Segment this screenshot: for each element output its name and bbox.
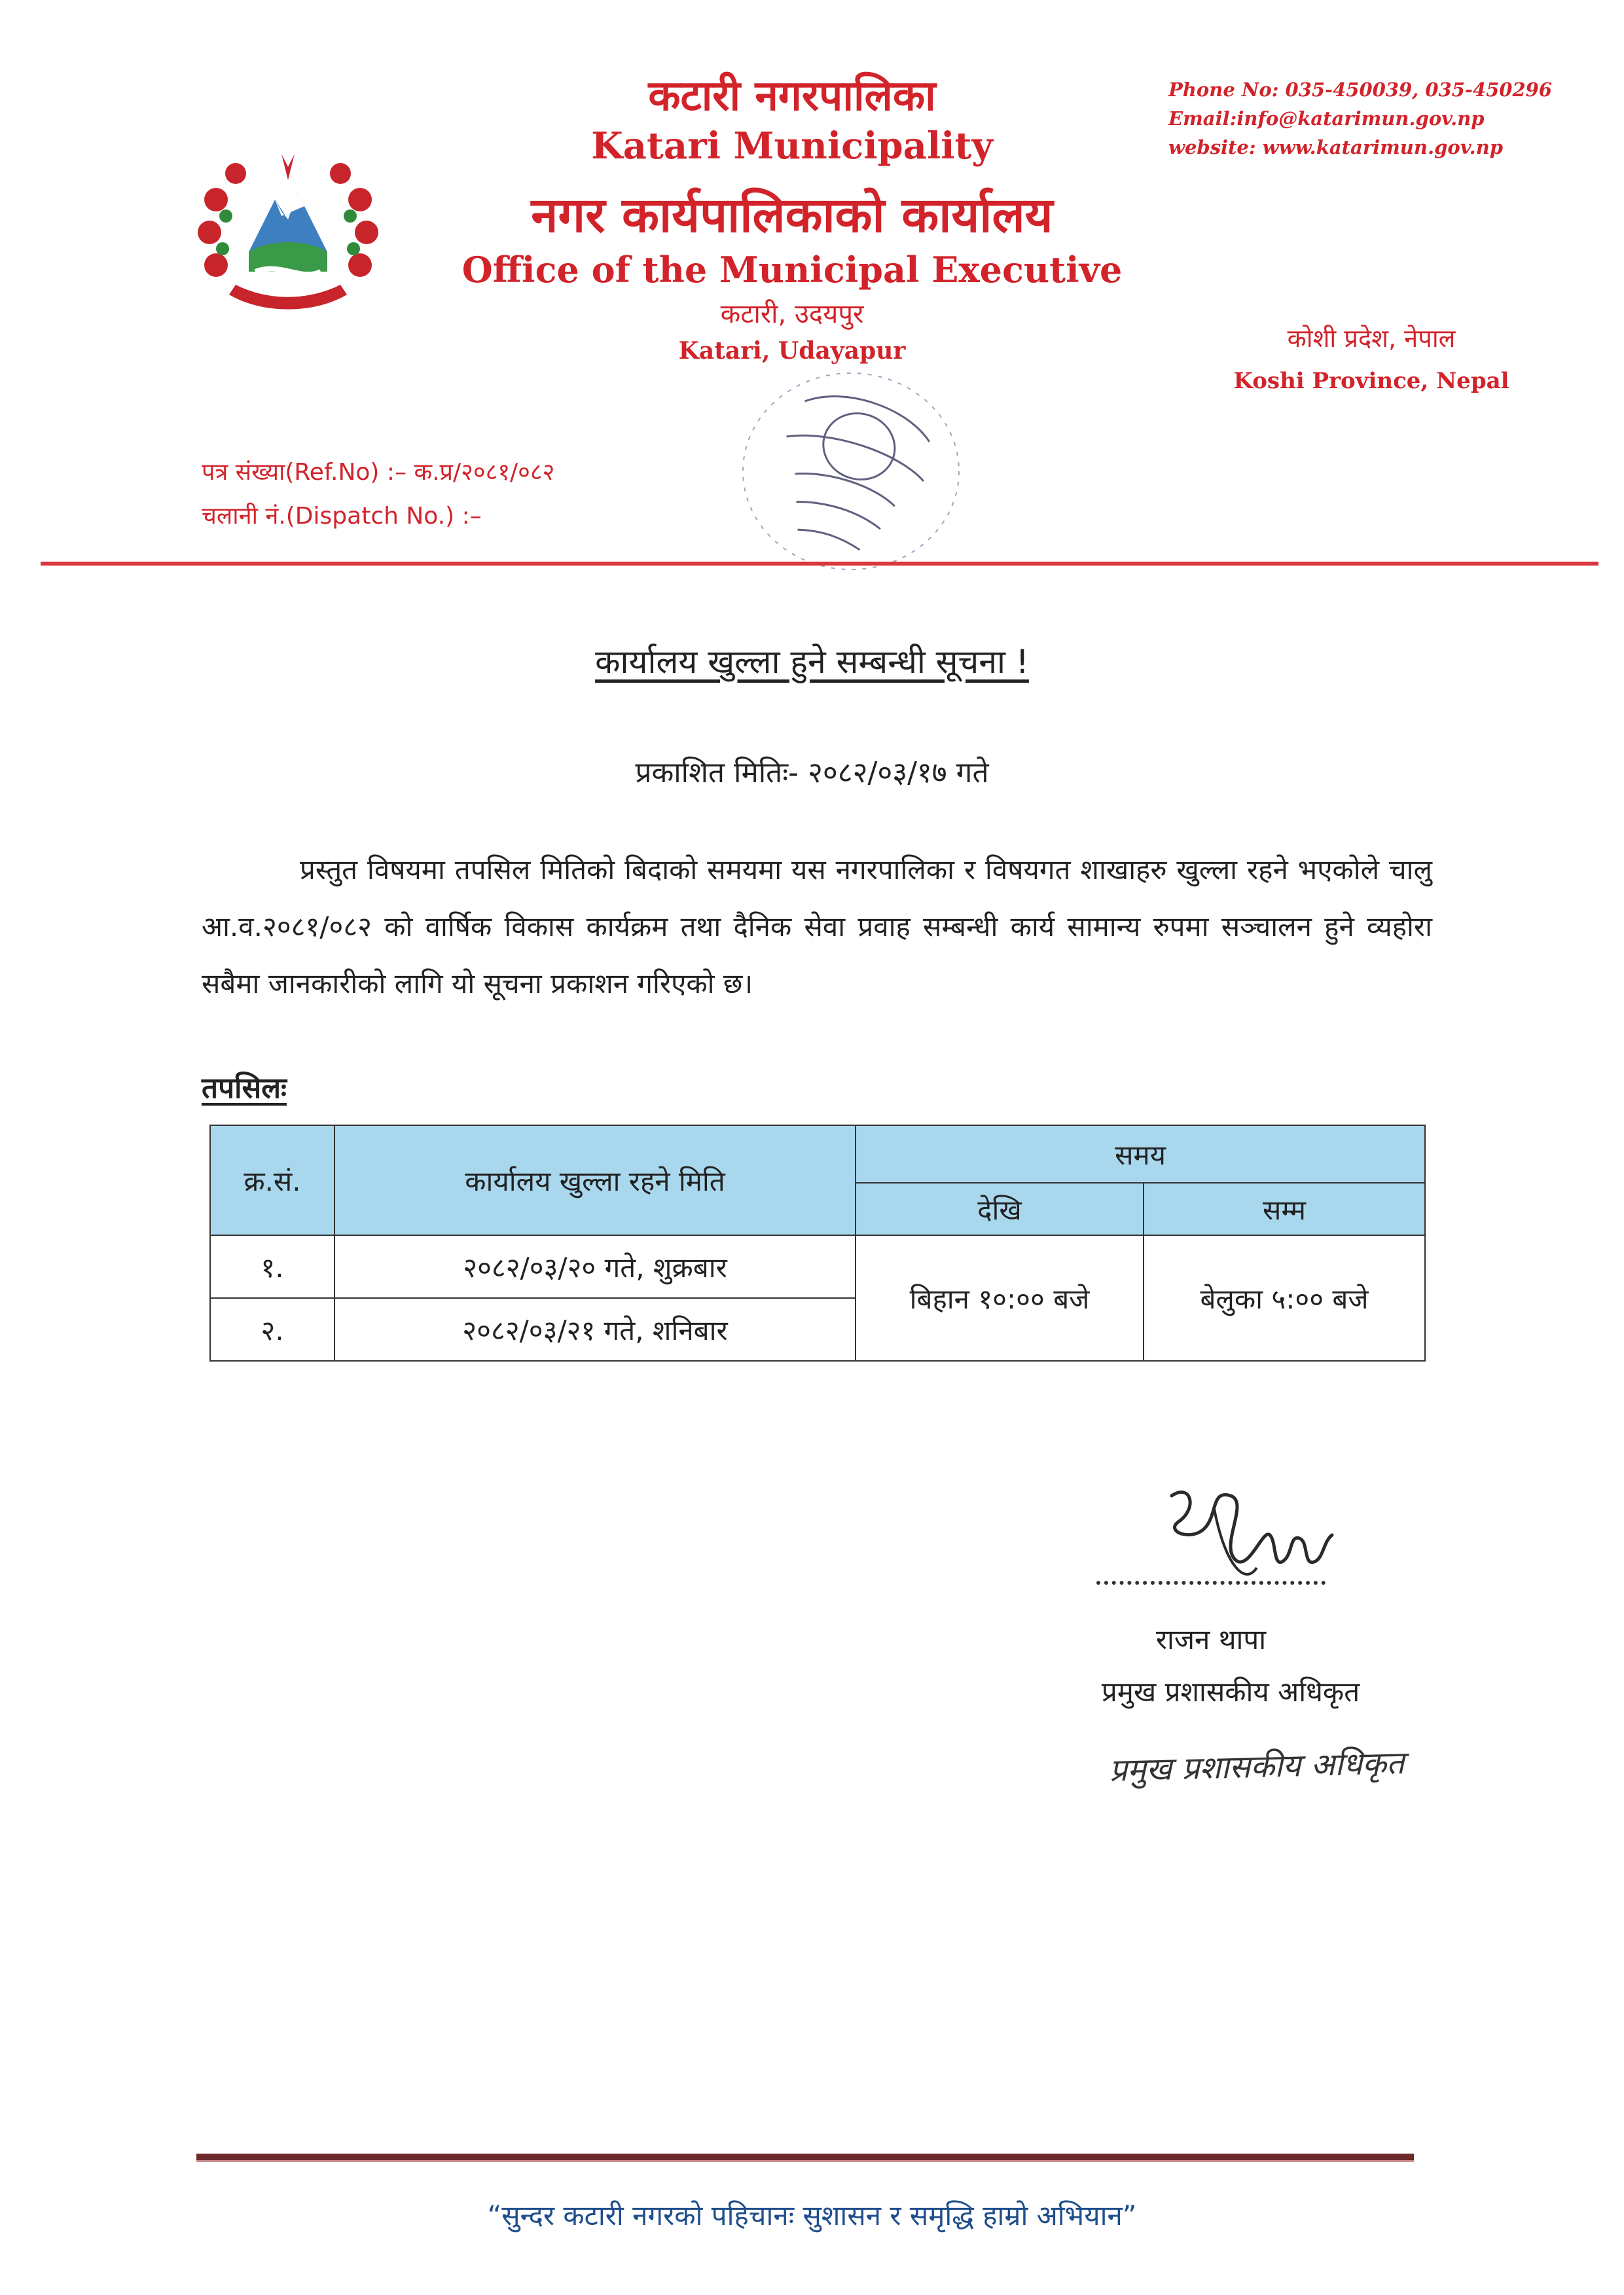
to-time: बेलुका ५:०० बजे [1144, 1235, 1425, 1361]
nepal-emblem-icon [190, 141, 386, 324]
footer-slogan: “सुन्दर कटारी नगरको पहिचानः सुशासन र समृद्धि हाम्रो अभियान” [487, 2199, 1137, 2232]
office-name-en: Office of the Municipal Executive [461, 249, 1123, 291]
website-address: website: www.katarimun.gov.np [1168, 136, 1504, 158]
office-name-np: नगर कार्यपालिकाको कार्यालय [531, 187, 1053, 244]
org-name-en: Katari Municipality [591, 124, 993, 168]
phone-number: Phone No: 035-450039, 035-450296 [1168, 79, 1552, 101]
col-header-date: कार्यालय खुल्ला रहने मिति [334, 1125, 856, 1235]
col-header-from: देखि [856, 1183, 1144, 1235]
table-row [210, 1235, 1425, 1298]
details-label: तपसिलः [202, 1072, 287, 1105]
footer-divider [196, 2154, 1414, 2162]
province-en: Koshi Province, Nepal [1233, 368, 1509, 394]
signer-name: राजन थापा [1155, 1623, 1267, 1655]
row-sn: २. [210, 1298, 334, 1361]
designation-stamp: प्रमुख प्रशासकीय अधिकृत [1109, 1744, 1405, 1789]
header-divider [41, 562, 1598, 566]
signature-line [1096, 1581, 1326, 1585]
signer-title: प्रमुख प्रशासकीय अधिकृत [1101, 1676, 1360, 1708]
org-name-np: कटारी नगरपालिका [648, 72, 936, 120]
province-np: कोशी प्रदेश, नेपाल [1287, 324, 1456, 353]
row-date: २०८२/०३/२० गते, शुक्रबार [334, 1235, 856, 1298]
city-en: Katari, Udayapur [678, 337, 906, 365]
contact-block [1168, 75, 1594, 162]
published-date: प्रकाशित मितिः- २०८२/०३/१७ गते [635, 756, 989, 789]
row-date: २०८२/०३/२१ गते, शनिबार [334, 1298, 856, 1361]
dispatch-number: चलानी नं.(Dispatch No.) :– [202, 503, 482, 530]
reference-number: पत्र संख्या(Ref.No) :– क.प्र/२०८१/०८२ [202, 459, 555, 486]
col-header-time: समय [856, 1125, 1425, 1183]
notice-title: कार्यालय खुल्ला हुने सम्बन्धी सूचना ! [595, 643, 1029, 681]
row-sn: १. [210, 1235, 334, 1298]
schedule-table [209, 1125, 1426, 1362]
email-address: Email:info@katarimun.gov.np [1168, 107, 1485, 130]
office-seal-icon [687, 367, 988, 576]
col-header-to: सम्म [1144, 1183, 1425, 1235]
city-np: कटारी, उदयपुर [720, 299, 864, 329]
notice-body: प्रस्तुत विषयमा तपसिल मितिको बिदाको समयमा यस नगरपालिका र विषयगत शाखाहरु खुल्ला रहने भएकोले चालु आ.व.२०८१/०८२ को वार्षिक विकास कार्यक्रम तथा दैनिक सेवा प्रवाह सम्बन्धी कार्य सामान्य रुपमा सञ्चालन हुने व्यहोरा सबैमा जानकारीको लागि यो सूचना प्रकाशन गरिएको छ। [202, 854, 1432, 1000]
from-time: बिहान १०:०० बजे [856, 1235, 1144, 1361]
col-header-sn: क्र.सं. [210, 1125, 334, 1235]
